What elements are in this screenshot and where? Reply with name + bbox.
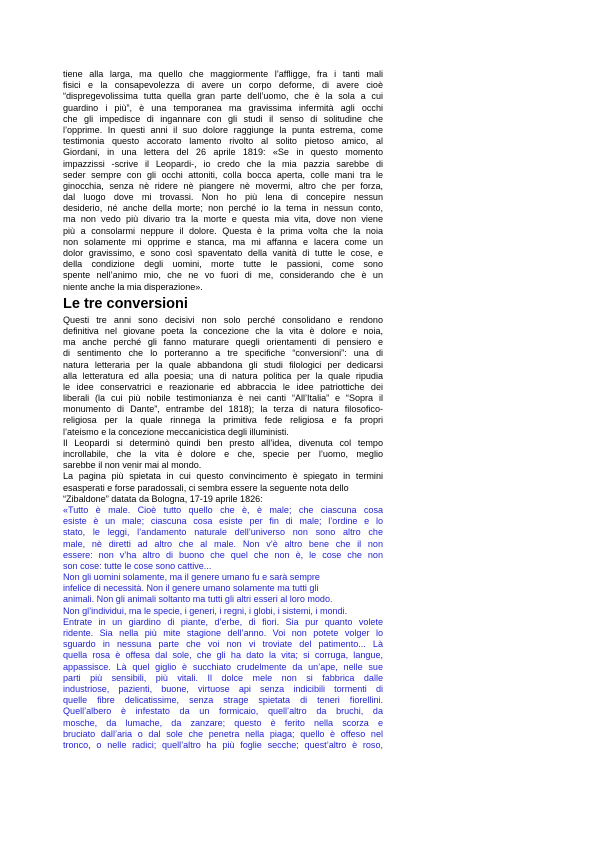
quote-line: infelice di necessità. Non il genere umano solamente ma tutti gli bbox=[63, 583, 319, 594]
quote-line: essere: non v’ha altro di buono che quel che non è, le cose che non bbox=[63, 549, 383, 560]
intro-paragraph bbox=[63, 69, 383, 293]
text-line: natura letteraria per la quale abbandona gli studi filologici per dedicarsi bbox=[63, 359, 383, 370]
quote-line: tronco, o nelle radici; quell’altro ha più foglie secche; quest’altro è roso, bbox=[63, 739, 383, 750]
quote-line: quella rosa è offesa dal sole, che gli ha dato la vita; si corruga, langue, bbox=[63, 650, 383, 661]
text-line: fisici e la consapevolezza di avere un corpo deforme, di avere cioè bbox=[63, 80, 383, 91]
quote-line: Entrate in un giardino di piante, d’erbe, di fiori. Sia pur quanto volete bbox=[63, 616, 383, 627]
text-line: definitiva nel giovane poeta la concezione che la vita è dolore e noia, bbox=[63, 325, 383, 336]
text-line: “dispregevolissima tutta quella gran parte dell’uomo, che è la sola a cui bbox=[63, 91, 383, 102]
text-line: La pagina più spietata in cui questo convincimento è spiegato in termini bbox=[63, 471, 383, 482]
text-line: le idee conservatrici e reazionarie ed abbraccia le idee patriottiche dei bbox=[63, 381, 383, 392]
text-line: l’ateismo e la concezione meccanicistica degli illuministi. bbox=[63, 426, 289, 437]
text-line: desiderio, né anche della morte; non perché io la tema in nessun conto, bbox=[63, 203, 383, 214]
text-line: Giordani, in una lettera del 26 aprile 1819: «Se in questo momento bbox=[63, 147, 383, 158]
quote-line: quelle fibre delicatissime, senza strage spietata di teneri fiorellini. bbox=[63, 695, 383, 706]
text-column bbox=[63, 69, 383, 751]
zibaldone-quote bbox=[63, 505, 383, 751]
text-line: spente nell’animo mio, che ne vo fuori di me, considerando che è un bbox=[63, 270, 383, 281]
quote-line: mosche, da lumache, da zanzare; questo è ferito nella scorza e bbox=[63, 717, 383, 728]
quote-line: son cose: tutte le cose sono cattive... bbox=[63, 560, 212, 571]
quote-line: Non gli uomini solamente, ma il genere umano fu e sarà sempre bbox=[63, 572, 320, 583]
text-line: ginocchia, senza nè ridere nè piangere nè movermi, altro che per forza, bbox=[63, 180, 383, 191]
text-line: guardino i più”, è una temporanea ma gravissima infermità agli occhi bbox=[63, 102, 383, 113]
text-line: testimonia questo accorato lamento rivolto al solito pietoso amico, al bbox=[63, 136, 383, 147]
text-line: Questi tre anni sono decisivi non solo perché consolidano e rendono bbox=[63, 314, 383, 325]
text-line: dolor gravissimo, e sono così spaventato della vanità di tutte le cose, e bbox=[63, 248, 383, 258]
text-line: non solamente mi opprime e stanca, ma mi affanna e lacera come un bbox=[63, 236, 383, 247]
quote-line: ridente. Sia nella più mite stagione dell’anno. Voi non potete volger lo bbox=[63, 628, 383, 638]
text-line: ma anche perché gli fanno maturare quegli orientamenti di pensiero e bbox=[63, 337, 383, 348]
quote-line: stato, le leggi, l’andamento naturale dell’universo non sono altro che bbox=[63, 527, 383, 538]
text-line: esasperati e forse paradossali, ci sembra essere la seguente nota dello bbox=[63, 482, 349, 493]
quote-line: industriose, pazienti, buone, virtuose api senza indicibili tormenti di bbox=[63, 683, 383, 694]
section-heading: Le tre conversioni bbox=[63, 295, 188, 312]
text-line: niente anche la mia disperazione». bbox=[63, 281, 203, 292]
quote-line: animali. Non gli animali soltanto ma tutti gli altri esseri al loro modo. bbox=[63, 594, 333, 605]
text-line: di sentimento che lo porteranno a tre specifiche “conversioni”: una di bbox=[63, 348, 383, 359]
text-line: tiene alla larga, ma quello che maggiormente l’affligge, fra i tanti mali bbox=[63, 69, 383, 79]
quote-line: male, nè diretti ad altro che al male. Non v’è altro bene che il non bbox=[63, 538, 383, 549]
text-line: Il Leopardi si determinò quindi ben presto all’idea, divenuta col tempo bbox=[63, 437, 383, 448]
text-line: religiosa per la quale rinnega la primitiva fede religiosa e fa propri bbox=[63, 415, 383, 426]
text-line: ma non vedo più divario tra la morte e questa mia vita, dove non viene bbox=[63, 214, 383, 225]
section-body bbox=[63, 315, 383, 505]
text-line: “Zibaldone” datata da Bologna, 17-19 aprile 1826: bbox=[63, 493, 263, 504]
quote-line: bruciato dall’aria o dal sole che penetra nella piaga; quello è offeso nel bbox=[63, 728, 383, 739]
quote-line: appassisce. Là quel giglio è succhiato crudelmente da un’ape, nelle sue bbox=[63, 661, 383, 672]
quote-line: Quell’albero è infestato da un formicaio, quell’altro da bruchi, da bbox=[63, 706, 383, 717]
text-line: incrollabile, che la vita è dolore e che, specie per l’uomo, meglio bbox=[63, 449, 383, 459]
text-line: più a consolarmi neppure il dolore. Questa è la prima volta che la noia bbox=[63, 225, 383, 236]
quote-line: «Tutto è male. Cioè tutto quello che è, è male; che ciascuna cosa bbox=[63, 504, 383, 515]
text-line: impazzissi -scrive il Leopardi-, io credo che la mia pazzia sarebbe di bbox=[63, 158, 383, 169]
text-line: che gli impedisce di ingannare con gli studi il senso di solitudine che bbox=[63, 113, 383, 124]
text-line: dal luogo dove mi trovassi. Non ho più lena di concepire nessun bbox=[63, 192, 383, 203]
quote-line: esiste è un male; ciascuna cosa esiste per fin di male; l’ordine e lo bbox=[63, 516, 383, 527]
text-line: seder sempre con gli occhi attoniti, colla bocca aperta, colle mani tra le bbox=[63, 169, 383, 180]
text-line: della condizione degli uomini, morte tutte le passioni, come sono bbox=[63, 259, 383, 270]
text-line: sarebbe il non venir mai al mondo. bbox=[63, 460, 202, 471]
quote-line: Non gl’individui, ma le specie, i generi, i regni, i globi, i sistemi, i mondi. bbox=[63, 605, 348, 616]
text-line: liberali (la cui più nobile testimonianza è nei canti “All’Italia” e “Sopra il bbox=[63, 393, 383, 404]
quote-line: parti più sensibili, più vitali. Il dolce mele non si fabbrica dalle bbox=[63, 672, 383, 683]
text-line: monumento di Dante”, entrambe del 1818); la terza di natura filosofico- bbox=[63, 404, 383, 415]
text-line: alla letteratura ed alla poesia; una di natura politica per la quale ripudia bbox=[63, 370, 383, 381]
quote-line: sguardo in nessuna parte che voi non vi troviate del patimento... Là bbox=[63, 639, 383, 650]
text-line: l’opprime. In questi anni il suo dolore raggiunge la punta estrema, come bbox=[63, 124, 383, 135]
